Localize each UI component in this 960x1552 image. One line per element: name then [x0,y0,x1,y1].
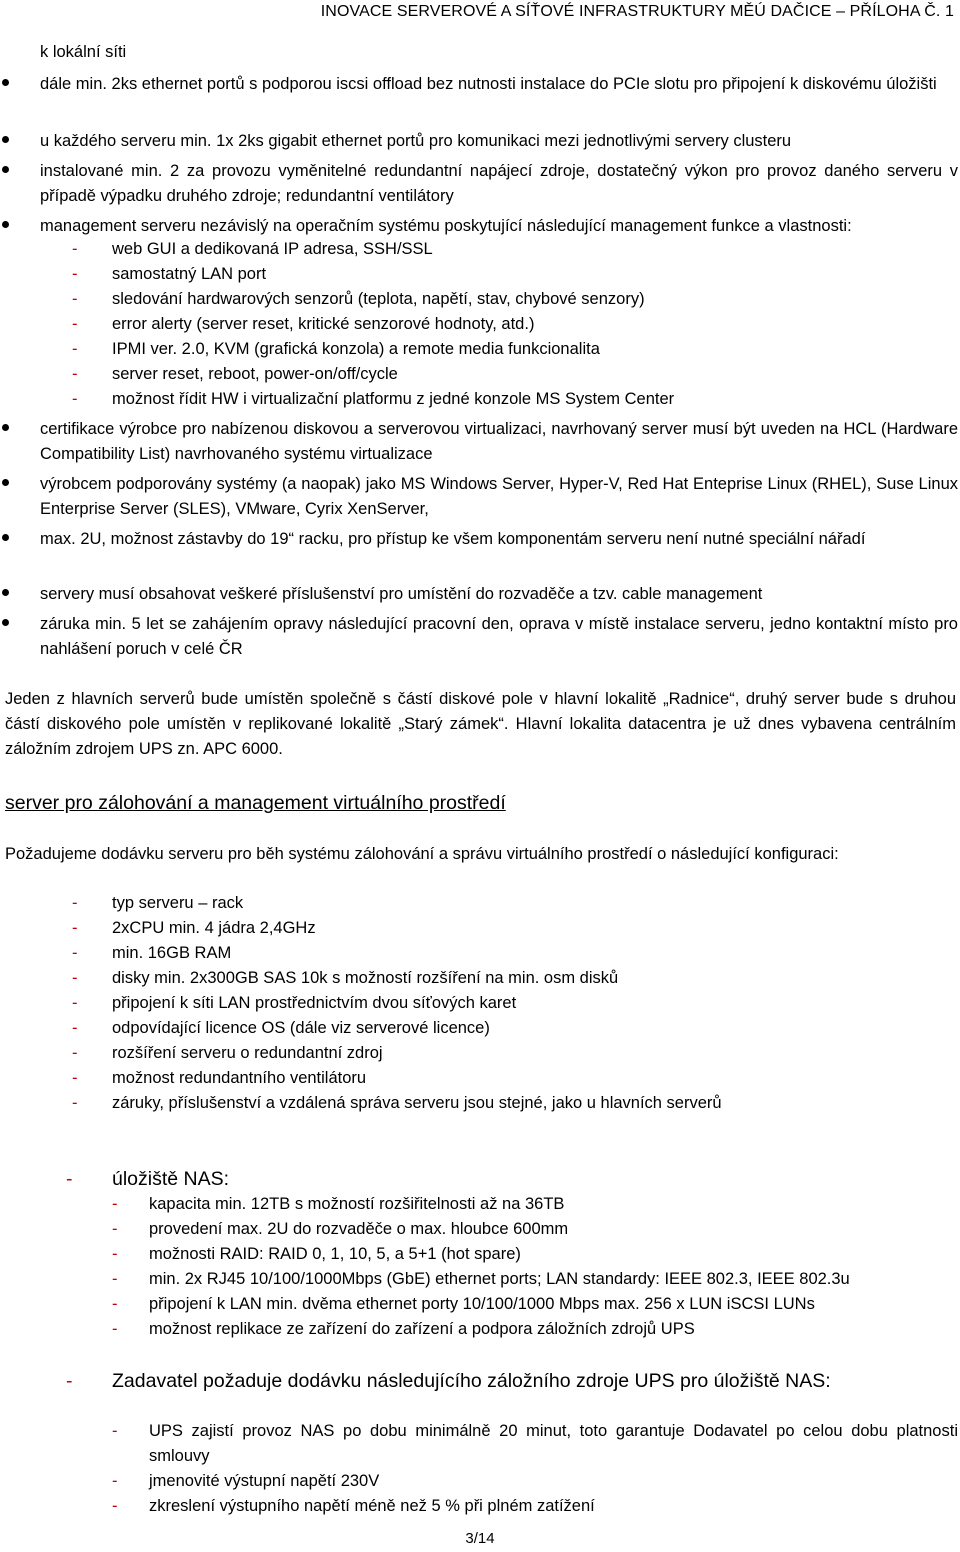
dash-marker: - [66,1370,73,1392]
dash-marker: - [72,240,78,258]
bullet-icon [2,79,9,86]
bullet-icon [2,221,9,228]
dash-marker: - [72,944,78,962]
bullet-icon [2,166,9,173]
list-item: - min. 2x RJ45 10/100/1000Mbps (GbE) ethernet ports; LAN standardy: IEEE 802.3, IEEE 802.3u [112,1267,850,1292]
config-list [72,891,722,1116]
dash-marker: - [72,340,78,358]
dash-marker: - [112,1497,118,1515]
dash-marker: - [72,1044,78,1062]
dash-marker: - [66,1168,73,1190]
list-item: - připojení k síti LAN prostřednictvím dvou síťových karet [72,991,722,1016]
list-item: - disky min. 2x300GB SAS 10k s možností rozšíření na min. osm disků [72,966,722,991]
bullet-item: výrobcem podporovány systémy (a naopak) jako MS Windows Server, Hyper-V, Red Hat Enteprise Linux (RHEL), Suse Linux Enterprise Server (SLES), VMware, Cyrix XenServer, [40,475,958,518]
dash-marker: - [72,365,78,383]
bullet-icon [2,136,9,143]
list-item: - odpovídající licence OS (dále viz serverové licence) [72,1016,722,1041]
dash-marker: - [72,994,78,1012]
list-item: - error alerty (server reset, kritické senzorové hodnoty, atd.) [72,312,674,337]
page-header: INOVACE SERVEROVÉ A SÍŤOVÉ INFRASTRUKTURY MĚÚ DAČICE – PŘÍLOHA Č. 1 [320,3,954,20]
list-item: - zkreslení výstupního napětí méně než 5 % při plném zatížení [112,1494,958,1519]
list-item: - možnosti RAID: RAID 0, 1, 10, 5, a 5+1 (hot spare) [112,1242,850,1267]
dash-marker: - [112,1320,118,1338]
dash-marker: - [72,315,78,333]
list-item: - jmenovité výstupní napětí 230V [112,1469,958,1494]
dash-marker: - [72,919,78,937]
bullet-icon [2,424,9,431]
body-paragraph: Jeden z hlavních serverů bude umístěn společně s částí diskové pole v hlavní lokalitě „Radnice“, druhý server bude s druhou částí diskového pole umístěn v replikované lokalitě „Starý zámek“. Hlavní lokalita datacentra je už dnes vybavena centrálním záložním zdrojem UPS zn. APC 6000. [5,690,956,758]
bullet-item: max. 2U, možnost zástavby do 19“ racku, pro přístup ke všem komponentám serveru není nutné speciální nářadí [40,530,866,548]
dash-marker: - [72,1069,78,1087]
bullet-icon [2,589,9,596]
bullet-icon [2,619,9,626]
management-features-list [72,237,674,412]
list-item: - UPS zajistí provoz NAS po dobu minimálně 20 minut, toto garantuje Dodavatel po celou dobu platnosti smlouvy [112,1419,958,1469]
list-item: - možnost redundantního ventilátoru [72,1066,722,1091]
nas-heading: - úložiště NAS: [66,1168,230,1190]
dash-marker: - [72,969,78,987]
dash-marker: - [112,1472,118,1490]
bullet-icon [2,534,9,541]
dash-marker: - [112,1295,118,1313]
ups-list [112,1419,958,1519]
dash-marker: - [72,390,78,408]
bullet-item: u každého serveru min. 1x 2ks gigabit ethernet portů pro komunikaci mezi jednotlivými servery clusteru [40,132,792,150]
section-heading: server pro zálohování a management virtuálního prostředí [5,792,506,814]
list-item: - připojení k LAN min. dvěma ethernet porty 10/100/1000 Mbps max. 256 x LUN iSCSI LUNs [112,1292,850,1317]
list-item: - rozšíření serveru o redundantní zdroj [72,1041,722,1066]
bullet-item: záruka min. 5 let se zahájením opravy následující pracovní den, oprava v místě instalace serveru, jedno kontaktní místo pro nahlášení poruch v celé ČR [40,615,958,658]
list-item: - IPMI ver. 2.0, KVM (grafická konzola) a remote media funkcionalita [72,337,674,362]
bullet-icon [2,479,9,486]
list-item: - možnost replikace ze zařízení do zařízení a podpora záložních zdrojů UPS [112,1317,850,1342]
nas-list [112,1192,850,1342]
list-item: - web GUI a dedikovaná IP adresa, SSH/SSL [72,237,674,262]
list-item: - samostatný LAN port [72,262,674,287]
list-item: - 2xCPU min. 4 jádra 2,4GHz [72,916,722,941]
list-item: - provedení max. 2U do rozvaděče o max. hloubce 600mm [112,1217,850,1242]
dash-marker: - [72,1094,78,1112]
dash-marker: - [112,1195,118,1213]
list-item: - typ serveru – rack [72,891,722,916]
page-number: 3/14 [465,1530,495,1547]
bullet-item: servery musí obsahovat veškeré příslušenství pro umístění do rozvaděče a tzv. cable management [40,585,763,603]
continuation-line: k lokální síti [40,43,127,61]
list-item: - min. 16GB RAM [72,941,722,966]
dash-marker: - [72,894,78,912]
bullet-item: dále min. 2ks ethernet portů s podporou iscsi offload bez nutnosti instalace do PCIe slotu pro připojení k diskovému úložišti [40,75,937,93]
list-item: - server reset, reboot, power-on/off/cycle [72,362,674,387]
dash-marker: - [72,265,78,283]
intro-paragraph: Požadujeme dodávku serveru pro běh systému zálohování a správu virtuálního prostředí o následující konfiguraci: [5,845,839,863]
dash-marker: - [112,1220,118,1238]
dash-marker: - [72,1019,78,1037]
dash-marker: - [112,1270,118,1288]
list-item: - sledování hardwarových senzorů (teplota, napětí, stav, chybové senzory) [72,287,674,312]
bullet-item: management serveru nezávislý na operačním systému poskytující následující management funkce a vlastnosti: [40,217,852,235]
bullet-item: certifikace výrobce pro nabízenou diskovou a serverovou virtualizaci, navrhovaný server musí být uveden na HCL (Hardware Compatibility List) navrhovaného systému virtualizace [40,420,958,463]
dash-marker: - [72,290,78,308]
ups-heading: - Zadavatel požaduje dodávku následujícího záložního zdroje UPS pro úložiště NAS: [66,1370,831,1392]
list-item: - záruky, příslušenství a vzdálená správa serveru jsou stejné, jako u hlavních serverů [72,1091,722,1116]
dash-marker: - [112,1245,118,1263]
list-item: - možnost řídit HW i virtualizační platformu z jedné konzole MS System Center [72,387,674,412]
bullet-item: instalované min. 2 za provozu vyměnitelné redundantní napájecí zdroje, dostatečný výkon pro provoz daného serveru v případě výpadku druhého zdroje; redundantní ventilátory [40,162,958,205]
list-item: - kapacita min. 12TB s možností rozšiřitelnosti až na 36TB [112,1192,850,1217]
dash-marker: - [112,1422,118,1440]
